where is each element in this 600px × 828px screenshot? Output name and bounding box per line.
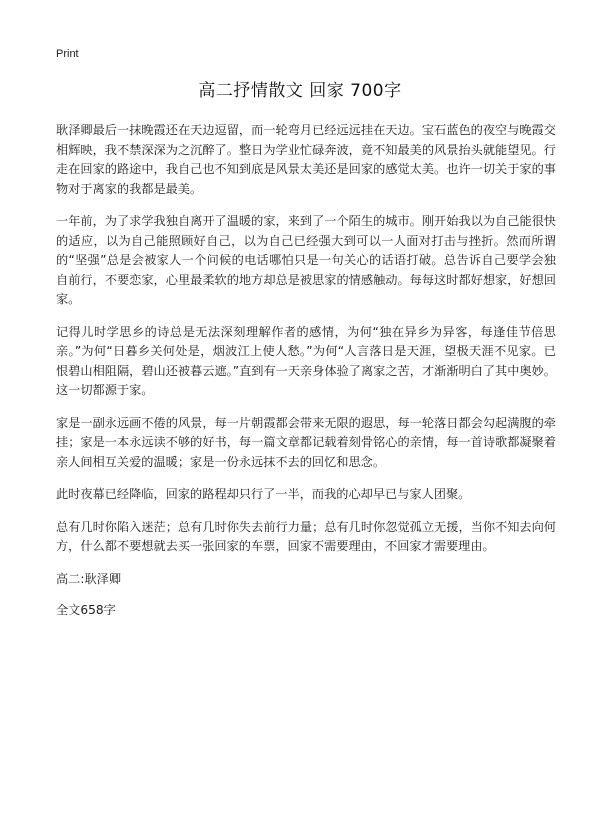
word-count: 全文658字 xyxy=(56,603,116,617)
paragraph-4: 家是一副永远画不倦的风景，每一片朝霞都会带来无限的遐思，每一轮落日都会勾起满腹的牵挂；家是一本永远读不够的好书，每一篇文章都记载着刻骨铭心的亲情，每一首诗歌都凝聚着亲人间相互关爱的温暖；家是一份永远抹不去的回忆和思念。 xyxy=(56,415,556,469)
paragraph-3: 记得儿时学思乡的诗总是无法深刻理解作者的感情，为何“独在异乡为异客，每逢佳节倍思亲。”为何“日暮乡关何处是，烟波江上使人愁。”为何“人言落日是天涯，望极天涯不见家。已恨碧山相阻隔，碧山还被暮云遮。”直到有一天亲身体验了离家之苦，才渐渐明白了其中奥妙。这一切都源于家。 xyxy=(56,324,556,397)
print-link[interactable]: Print xyxy=(56,48,79,60)
paragraph-2: 一年前，为了求学我独自离开了温暖的家，来到了一个陌生的城市。刚开始我以为自己能很快的适应，以为自己能照顾好自己，以为自己已经强大到可以一人面对打击与挫折。然而所谓的“坚强”总是会被家人一个问候的电话哪怕只是一句关心的话语打破。总告诉自己要学会独自前行，不要恋家，心里最柔软的地方却总是被思家的情感触动。每每这时都好想家，好想回家。 xyxy=(56,214,556,306)
paragraph-5: 此时夜幕已经降临，回家的路程却只行了一半，而我的心却早已与家人团聚。 xyxy=(56,487,471,501)
paragraph-6: 总有几时你陷入迷茫；总有几时你失去前行力量；总有几时你忽觉孤立无援，当你不知去向何方，什么都不要想就去买一张回家的车票，回家不需要理由，不回家才需要理由。 xyxy=(56,519,556,553)
paragraph-1: 耿泽卿最后一抹晚霞还在天边逗留，而一轮弯月已经远远挂在天边。宝石蓝色的夜空与晚霞交相辉映，我不禁深深为之沉醉了。整日为学业忙碌奔波，竟不知最美的风景抬头就能望见。行走在回家的路途中，我自己也不知到底是风景太美还是回家的感觉太美。也许一切关于家的事物对于离家的我都是最美。 xyxy=(56,123,556,196)
article-body xyxy=(56,121,556,621)
author-signature: 高二:耿泽卿 xyxy=(56,571,122,586)
page-title: 高二抒情散文 回家 700字 xyxy=(198,81,402,101)
